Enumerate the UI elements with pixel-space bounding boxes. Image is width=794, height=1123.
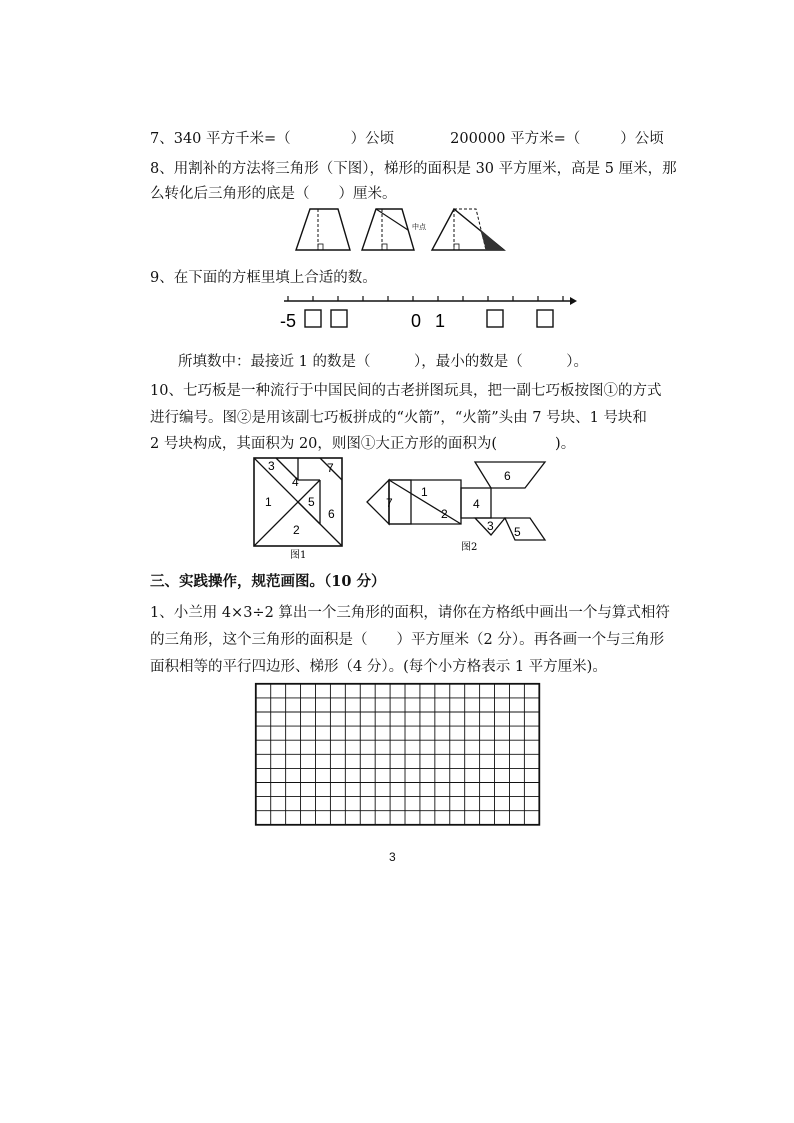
fig1-piece-6: 6 [328,507,335,521]
answer-box-4[interactable] [537,310,553,327]
answer-box-3[interactable] [487,310,503,327]
question-8-line-2: 么转化后三角形的底是（ ）厘米。 [150,186,397,202]
fig2-piece-5: 5 [514,525,521,539]
q7-part1-a: 7、340 平方千米=（ [150,131,291,147]
q8-right-angle-2 [382,244,387,250]
question-8-line-1: 8、用割补的方法将三角形（下图），梯形的面积是 30 平方厘米，高是 5 厘米，那 [150,161,677,177]
q8-right-angle-3 [454,244,459,250]
question-10-line-1: 10、七巧板是一种流行于中国民间的古老拼图玩具，把一副七巧板按图①的方式 [150,383,662,399]
question-9-answer: 所填数中：最接近 1 的数是（ ），最小的数是（ ）。 [178,354,588,370]
fig1-piece-1: 1 [265,495,272,509]
number-line-arrow [570,297,577,305]
number-line-ticks [288,296,563,301]
fig2-piece-2: 2 [441,507,448,521]
label-1: 1 [435,311,446,331]
question-7 [150,127,664,148]
fig2-piece-4: 4 [473,497,480,511]
q7-part2-a: 200000 平方米=（ [450,131,581,147]
q8-shaded-piece [480,229,504,250]
q8-trapezoid-figures [290,205,520,255]
number-line [280,295,580,335]
fig1-piece-4: 4 [292,475,299,489]
fig1-piece-3: 3 [268,459,275,473]
fig2-caption: 图2 [461,542,478,553]
tangram-figure-1 [252,456,347,561]
q8-midpoint-label: 中点 [412,224,426,231]
fig2-piece-6: 6 [504,469,511,483]
q7-part2-b: ）公顷 [620,131,664,147]
section-3-heading: 三、实践操作，规范画图。（10 分） [150,573,386,590]
label-0: 0 [411,311,422,331]
fig1-piece-7: 7 [327,461,334,475]
answer-box-1[interactable] [305,310,321,327]
page-number: 3 [389,850,396,864]
question-10-line-3: 2 号块构成，其面积为 20，则图①大正方形的面积为( )。 [150,436,576,452]
question-9-title: 9、在下面的方框里填上合适的数。 [150,270,377,286]
fig2-piece-7: 7 [386,496,393,510]
fig2-piece-3: 3 [487,519,494,533]
label-neg5: -5 [280,311,297,331]
answer-box-2[interactable] [331,310,347,327]
tangram-figure-2 [365,460,550,555]
q8-right-angle-1 [318,244,323,250]
q3-1-line-1: 1、小兰用 4×3÷2 算出一个三角形的面积，请你在方格纸中画出一个与算式相符 [150,605,670,621]
q7-part1-b: ）公顷 [350,131,395,147]
fig1-piece-2: 2 [293,523,300,537]
fig1-caption: 图1 [290,550,307,561]
grid-paper[interactable] [255,683,545,828]
fig1-piece-5: 5 [308,495,315,509]
question-10-line-2: 进行编号。图②是用该副七巧板拼成的“火箭”，“火箭”头由 7 号块、1 号块和 [150,410,647,426]
q3-1-line-2: 的三角形，这个三角形的面积是（ ）平方厘米（2 分）。再各画一个与三角形 [150,632,665,648]
fig2-piece-1: 1 [421,485,428,499]
q3-1-line-3: 面积相等的平行四边形、梯形（4 分）。(每个小方格表示 1 平方厘米)。 [150,659,607,675]
